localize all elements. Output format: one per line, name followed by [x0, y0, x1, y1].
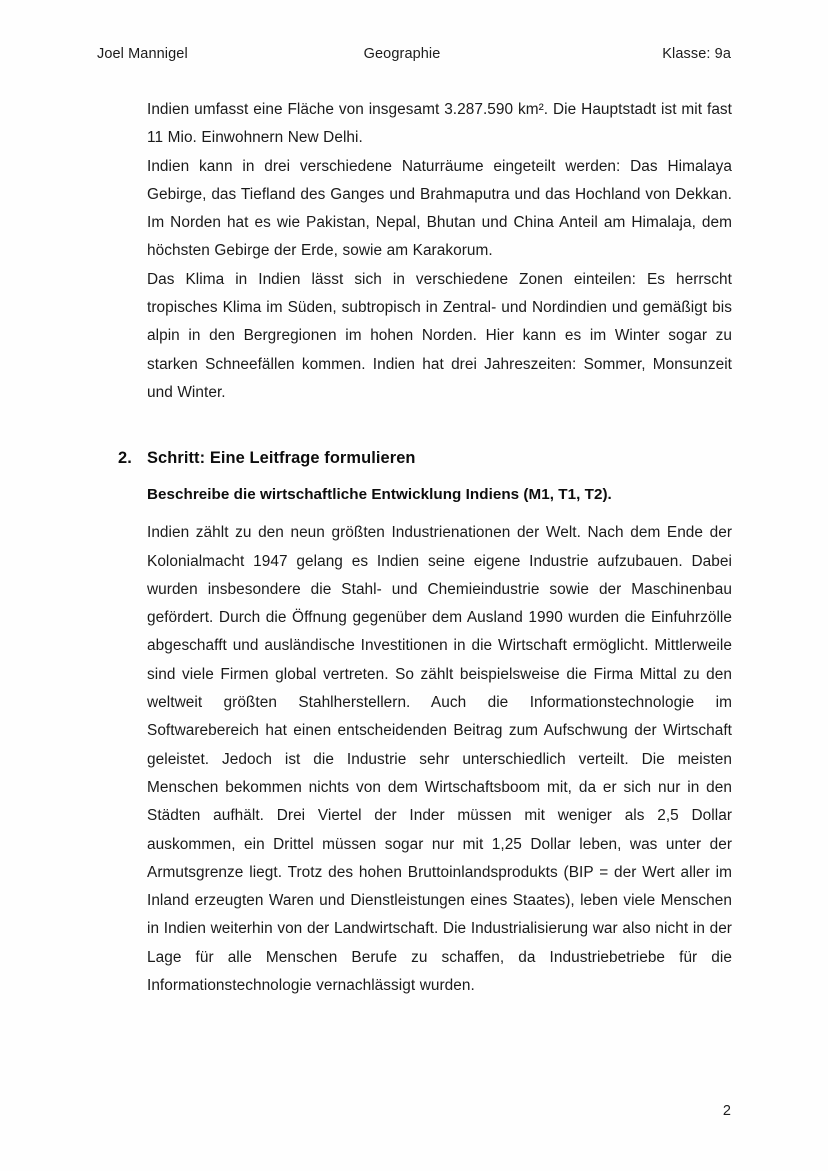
paragraph-economic-development: Indien zählt zu den neun größten Industrienationen der Welt. Nach dem Ende der Kolonialmacht 1947 gelang es Indien seine eigene Industrie aufzubauen. Dabei wurden insbesondere die Stahl- und Chemieindustrie sowie der Maschinenbau gefördert. Durch die Öffnung gegenüber dem Ausland 1990 wurden die Einfuhrzölle abgeschafft und ausländische Investitionen in die Wirtschaft ermöglicht. Mittlerweile sind viele Firmen global vertreten. So zählt beispielsweise die Firma Mittal zu den weltweit größten Stahlherstellern. Auch die Informationstechnologie im Softwarebereich hat einen entscheidenden Beitrag zum Aufschwung der Wirtschaft geleistet. Jedoch ist die Industrie sehr unterschiedlich verteilt. Die meisten Menschen bekommen nichts von dem Wirtschaftsboom mit, da er sich nur in den Städten aufhält. Drei Viertel der Inder müssen mit weniger als 2,5 Dollar auskommen, ein Drittel müssen sogar nur mit 1,25 Dollar leben, was unter der Armutsgrenze liegt. Trotz des hohen Bruttoinlandsprodukts (BIP = der Wert aller im Inland erzeugten Waren und Dienstleistungen eines Staates), leben viele Menschen in Indien weiterhin von der Landwirtschaft. Die Industrialisierung war also nicht in der Lage für alle Menschen Berufe zu schaffen, da Industriebetriebe für die Informationstechnologie vernachlässigt wurden. — [147, 524, 732, 995]
step-subheading: Beschreibe die wirtschaftliche Entwicklung Indiens (M1, T1, T2). — [147, 486, 612, 504]
page-number: 2 — [722, 1103, 731, 1119]
step-heading — [118, 445, 732, 471]
step-number: 2. — [118, 449, 132, 468]
paragraph-area-capital: Indien umfasst eine Fläche von insgesamt 3.287.590 km². Die Hauptstadt ist mit fast 11 Mio. Einwohnern New Delhi. — [147, 101, 732, 147]
step-section — [118, 445, 732, 1000]
paragraph-natural-regions: Indien kann in drei verschiedene Naturräume eingeteilt werden: Das Himalaya Gebirge, das Tiefland des Ganges und Brahmaputra und das Hochland von Dekkan. Im Norden hat es wie Pakistan, Nepal, Bhutan und China Anteil am Himalaja, dem höchsten Gebirge der Erde, sowie am Karakorum. — [147, 157, 732, 260]
step-heading-text: Schritt: Eine Leitfrage formulieren — [147, 449, 416, 468]
document-body — [118, 96, 732, 1000]
paragraph-climate: Das Klima in Indien lässt sich in verschiedene Zonen einteilen: Es herrscht tropisches Klima im Süden, subtropisch in Zentral- und Nordindien und gemäßigt bis alpin in den Bergregionen im hohen Norden. Hier kann es im Winter sogar zu starken Schneefällen kommen. Indien hat drei Jahreszeiten: Sommer, Monsunzeit und Winter. — [147, 270, 732, 401]
document-header — [97, 46, 731, 68]
header-class: Klasse: 9a — [662, 46, 731, 62]
header-subject: Geographie — [363, 46, 441, 62]
header-author: Joel Mannigel — [97, 46, 188, 62]
